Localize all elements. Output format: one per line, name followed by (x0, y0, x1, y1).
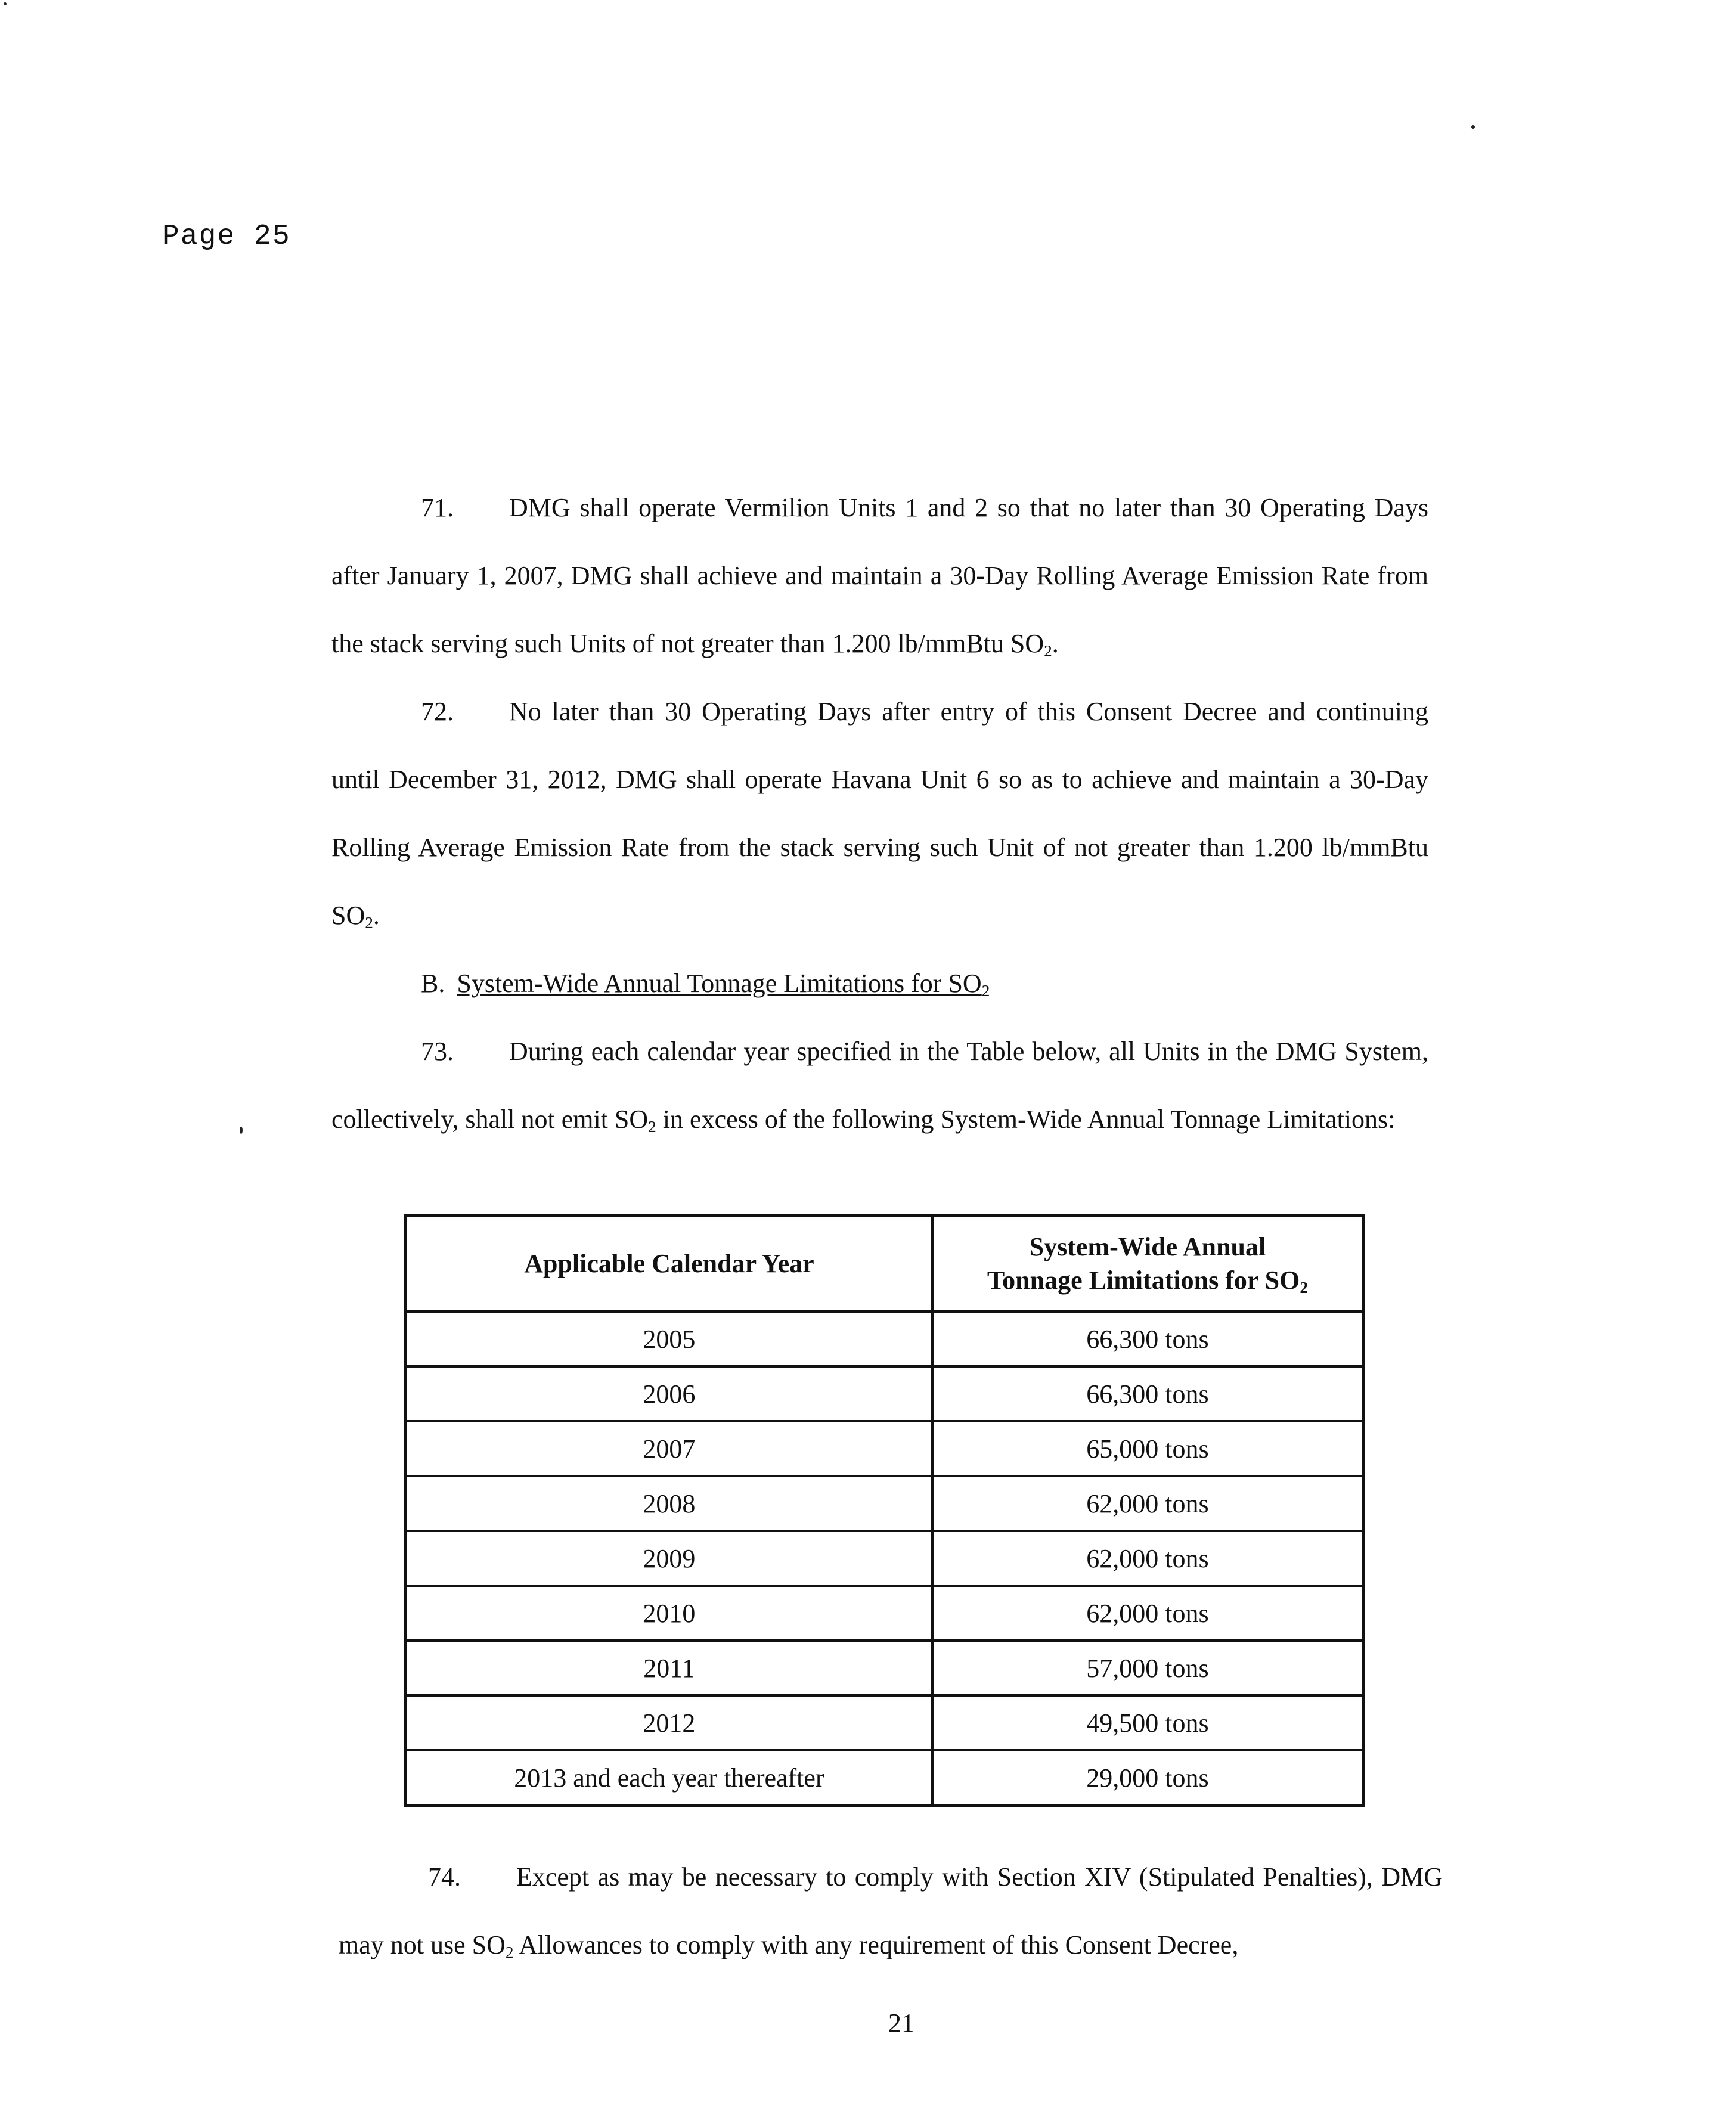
paragraph-number: 72. (421, 697, 454, 726)
limit-cell: 49,500 tons (932, 1695, 1363, 1750)
year-cell: 2006 (405, 1366, 932, 1421)
paragraph-number: 73. (421, 1037, 454, 1066)
paragraph-72 (331, 678, 1428, 950)
limit-cell: 65,000 tons (932, 1421, 1363, 1476)
year-cell: 2007 (405, 1421, 932, 1476)
paragraph-71 (331, 474, 1428, 678)
tonnage-limitations-table (404, 1214, 1365, 1807)
section-title-text: System-Wide Annual Tonnage Limitations for SO (457, 969, 982, 998)
page-header: Page 25 (162, 221, 291, 253)
limit-cell: 62,000 tons (932, 1531, 1363, 1586)
paragraph-text: No later than 30 Operating Days after entry of this Consent Decree and continuing until December 31, 2012, DMG shall operate Havana Unit 6 so as to achieve and maintain a 30-Day Rolling Average Emission Rate from the stack serving such Unit of not greater than 1.200 lb/mmBtu SO (331, 697, 1428, 930)
table-row (405, 1366, 1363, 1421)
column-header-year: Applicable Calendar Year (405, 1216, 932, 1311)
table-row (405, 1750, 1363, 1806)
section-heading-b (331, 950, 1428, 1018)
paragraph-text-end: in excess of the following System-Wide Annual Tonnage Limitations: (656, 1105, 1396, 1134)
limit-cell: 29,000 tons (932, 1750, 1363, 1806)
limit-cell: 66,300 tons (932, 1311, 1363, 1366)
table-row (405, 1421, 1363, 1476)
tonnage-table-container (404, 1214, 1365, 1807)
header-line-1: System-Wide Annual (1029, 1232, 1266, 1261)
paragraph-text-end: . (1052, 629, 1059, 658)
limit-cell: 62,000 tons (932, 1586, 1363, 1641)
year-cell: 2012 (405, 1695, 932, 1750)
year-cell: 2008 (405, 1476, 932, 1531)
table-row (405, 1476, 1363, 1531)
table-header-row (405, 1216, 1363, 1311)
table-row (405, 1311, 1363, 1366)
paragraph-text-end: Allowances to comply with any requirement of this Consent Decree, (513, 1930, 1239, 1959)
table-row (405, 1641, 1363, 1695)
subscript: 2 (648, 1117, 656, 1136)
year-cell: 2010 (405, 1586, 932, 1641)
paragraph-number: 74. (428, 1862, 461, 1892)
scan-speck (4, 2, 7, 5)
paragraph-text: DMG shall operate Vermilion Units 1 and 2 so that no later than 30 Operating Days after January 1, 2007, DMG shall achieve and maintain a 30-Day Rolling Average Emission Rate from the stack serving such Units of not greater than 1.200 lb/mmBtu SO (331, 493, 1428, 658)
column-header-limitation (932, 1216, 1363, 1311)
table-row (405, 1695, 1363, 1750)
table-body (405, 1311, 1363, 1806)
scan-speck (1471, 125, 1475, 129)
table-row (405, 1586, 1363, 1641)
year-cell: 2013 and each year thereafter (405, 1750, 932, 1806)
paragraph-text-end: . (373, 901, 380, 930)
section-title (457, 969, 990, 998)
scan-speck (240, 1127, 243, 1134)
document-body (331, 474, 1428, 1154)
table-row (405, 1531, 1363, 1586)
subscript: 2 (1044, 641, 1052, 660)
header-line-2: Tonnage Limitations for SO (987, 1266, 1300, 1295)
subscript: 2 (505, 1943, 514, 1961)
subscript: 2 (365, 913, 373, 932)
year-cell: 2011 (405, 1641, 932, 1695)
paragraph-text: During each calendar year specified in the Table below, all Units in the DMG System, collectively, shall not emit SO (331, 1037, 1428, 1134)
limit-cell: 66,300 tons (932, 1366, 1363, 1421)
year-cell: 2009 (405, 1531, 932, 1586)
paragraph-74 (339, 1843, 1443, 1979)
limit-cell: 57,000 tons (932, 1641, 1363, 1695)
paragraph-73 (331, 1018, 1428, 1154)
limit-cell: 62,000 tons (932, 1476, 1363, 1531)
subscript: 2 (981, 981, 990, 1000)
paragraph-number: 71. (421, 493, 454, 522)
subscript: 2 (1300, 1278, 1308, 1297)
page-number: 21 (888, 2008, 914, 2038)
section-letter: B. (421, 969, 445, 998)
year-cell: 2005 (405, 1311, 932, 1366)
paragraph-text: Except as may be necessary to comply with Section XIV (Stipulated Penalties), DMG may not use SO (339, 1862, 1443, 1959)
